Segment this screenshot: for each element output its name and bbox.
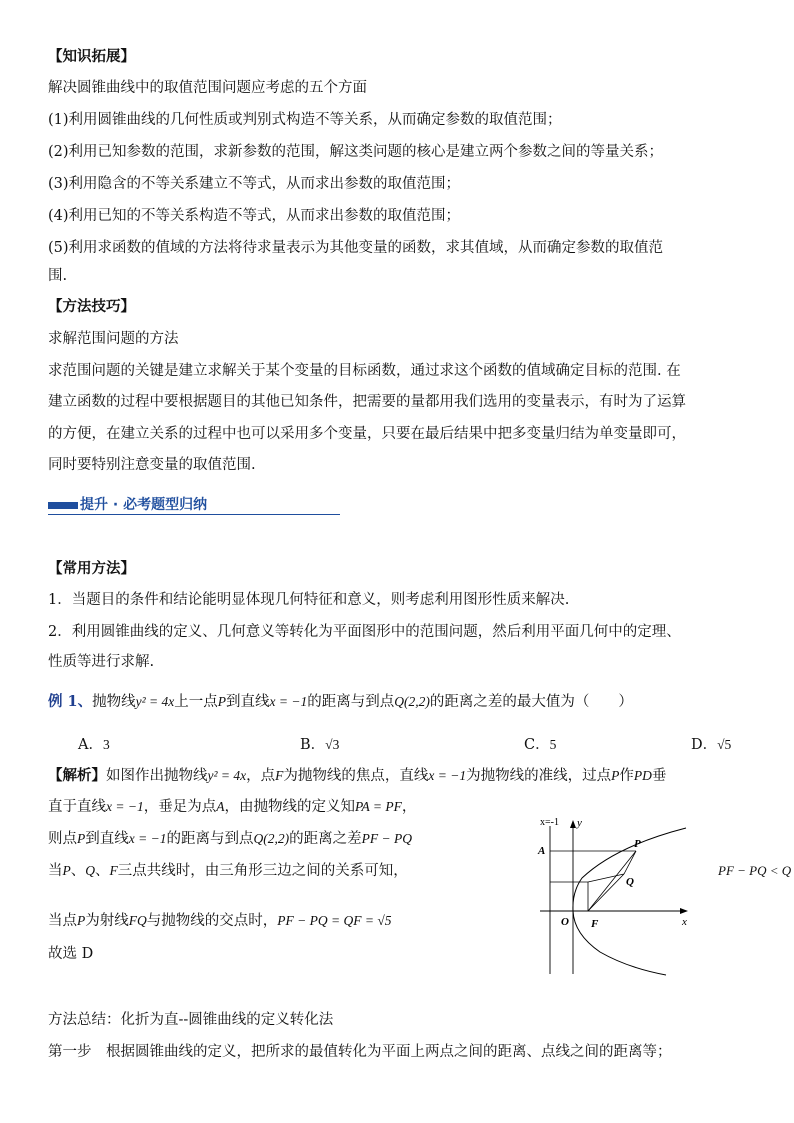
method-line-4: 同时要特别注意变量的取值范围. [48, 457, 256, 473]
s3-a: 则点 [48, 831, 77, 847]
s4-m2: Q [85, 863, 95, 878]
s3-m4: PF − PQ [361, 831, 412, 846]
s2-b: ，垂足为点 [143, 799, 217, 815]
summary-step-1: 第一步 根据圆锥曲线的定义，把所求的最值转化为平面上两点之间的距离、点线之间的距离等； [48, 1044, 672, 1060]
s2-c: ，由抛物线的定义知 [224, 799, 355, 815]
s4-d: 三点共线时，由三角形三边之间的关系可知， [117, 863, 408, 879]
solution-label: 【解析】 [48, 767, 106, 784]
knowledge-item-2: (2)利用已知参数的范围，求新参数的范围，解这类问题的核心是建立两个参数之间的等量关系； [48, 144, 664, 160]
q-point-q: Q(2,2) [394, 694, 430, 709]
s2-d: ， [401, 799, 417, 815]
s5-m2: FQ [128, 913, 147, 928]
knowledge-intro: 解决圆锥曲线中的取值范围问题应考虑的五个方面 [48, 80, 367, 96]
knowledge-item-1: (1)利用圆锥曲线的几何性质或判别式构造不等关系，从而确定参数的取值范围； [48, 112, 562, 128]
parabola-figure [528, 812, 698, 977]
s5-c: 与抛物线的交点时， [146, 913, 278, 929]
solution-line-1 [48, 766, 666, 786]
origin-label: O [561, 916, 569, 928]
solution-inequality-clipped: PF − PQ < Q [718, 863, 792, 878]
example-question [48, 692, 633, 712]
s2-m3: PA = PF [354, 799, 402, 814]
s4-m1: P [62, 863, 71, 878]
s1-m5: PD [633, 768, 652, 783]
section-banner [48, 494, 340, 516]
point-f-label: F [591, 918, 599, 930]
s3-m1: P [77, 831, 86, 846]
q-text-c: 到直线 [226, 694, 270, 710]
s1-m1: y² = 4x [207, 768, 247, 783]
option-c-value: 5 [549, 737, 557, 752]
option-d[interactable] [691, 733, 731, 754]
knowledge-item-5-cont: 围. [48, 268, 68, 284]
directrix-label: x=-1 [540, 817, 559, 828]
s3-d: 的距离之差 [289, 831, 362, 847]
method-title: 【方法技巧】 [48, 298, 135, 315]
solution-answer: 故选 D [48, 946, 94, 962]
q-line: x = −1 [269, 694, 308, 709]
x-axis-label: x [682, 916, 687, 928]
s3-m3: Q(2,2) [253, 831, 290, 846]
s3-m2: x = −1 [128, 831, 167, 846]
s1-c: 为抛物线的焦点，直线 [283, 768, 429, 784]
s5-m3: PF − PQ = QF = √5 [277, 913, 392, 928]
solution-line-2 [48, 797, 416, 817]
s2-m1: x = −1 [106, 799, 144, 814]
knowledge-title: 【知识拓展】 [48, 48, 135, 65]
common-item-2-cont: 性质等进行求解. [48, 654, 155, 670]
banner-bar [48, 502, 78, 509]
solution-line-3 [48, 829, 412, 849]
q-text-e: 的距离之差的最大值为（ ） [429, 694, 633, 710]
knowledge-item-3: (3)利用隐含的不等关系建立不等式，从而求出参数的取值范围； [48, 176, 461, 192]
option-a-letter: A． [78, 737, 103, 753]
q-text-d: 的距离与到点 [307, 694, 395, 710]
q-text-a: 抛物线 [92, 694, 136, 710]
s5-b: 为射线 [85, 913, 129, 929]
point-p-label: P [634, 838, 641, 850]
s3-c: 的距离与到点 [166, 831, 254, 847]
s1-d: 为抛物线的准线，过点 [466, 768, 612, 784]
s4-c: 、 [95, 863, 110, 879]
s3-b: 到直线 [85, 831, 129, 847]
knowledge-item-4: (4)利用已知的不等关系构造不等式，从而求出参数的取值范围； [48, 208, 461, 224]
s1-m4: P [611, 768, 620, 783]
q-parabola: y² = 4x [135, 694, 175, 709]
parabola-curve [573, 828, 686, 975]
s1-f: 垂 [651, 768, 667, 784]
q-text-b: 上一点 [174, 694, 218, 710]
option-b[interactable] [300, 733, 339, 754]
summary-title: 方法总结：化折为直--圆锥曲线的定义转化法 [48, 1012, 334, 1028]
option-d-letter: D． [691, 737, 718, 753]
option-d-value: √5 [717, 737, 732, 752]
s1-a: 如图作出抛物线 [106, 768, 208, 784]
s4-b: 、 [70, 863, 86, 879]
common-title: 【常用方法】 [48, 560, 135, 577]
option-a[interactable] [78, 733, 110, 754]
segment-q-left [588, 874, 624, 882]
s1-m3: x = −1 [428, 768, 467, 783]
method-line-1: 求范围问题的关键是建立求解关于某个变量的目标函数，通过求这个函数的值域确定目标的范围. 在 [48, 363, 681, 379]
s4-m3: F [109, 863, 118, 878]
point-q-label: Q [626, 876, 634, 888]
common-item-1: 1．当题目的条件和结论能明显体现几何特征和意义，则考虑利用图形性质来解决. [48, 592, 570, 608]
option-a-value: 3 [102, 737, 110, 752]
s4-a: 当 [48, 863, 63, 879]
knowledge-item-5: (5)利用求函数的值域的方法将待求量表示为其他变量的函数，求其值域，从而确定参数的取值范 [48, 240, 664, 256]
solution-line-5 [48, 911, 391, 931]
s5-a: 当点 [48, 913, 77, 929]
s2-a: 直于直线 [48, 799, 106, 815]
option-b-letter: B． [300, 737, 326, 753]
method-line-3: 的方便，在建立关系的过程中也可以采用多个变量，只要在最后结果中把多变量归结为单变量即可， [48, 426, 686, 442]
segment-qf [588, 874, 624, 911]
method-line-2: 建立函数的过程中要根据题目的其他已知条件，把需要的量都用我们选用的变量表示，有时为了运算 [48, 394, 686, 410]
point-a-label: A [538, 845, 546, 857]
x-axis-arrow [680, 908, 688, 914]
solution-line-4 [48, 861, 408, 881]
method-subtitle: 求解范围问题的方法 [48, 331, 179, 347]
s1-e: 作 [619, 768, 634, 784]
common-item-2: 2．利用圆锥曲线的定义、几何意义等转化为平面图形中的范围问题，然后利用平面几何中的定理、 [48, 624, 681, 640]
option-c-letter: C． [524, 737, 550, 753]
example-label: 例 1、 [48, 693, 93, 710]
y-axis-label: y [577, 817, 582, 829]
s5-m1: P [77, 913, 86, 928]
banner-rule [48, 514, 340, 515]
s2-m2: A [216, 799, 225, 814]
segment-pq [624, 851, 636, 874]
banner-text: 提升 · 必考题型归纳 [80, 497, 208, 513]
q-point-p: P [217, 694, 227, 709]
option-b-value: √3 [325, 737, 340, 752]
s1-m2: F [275, 768, 284, 783]
y-axis-arrow [570, 820, 576, 828]
option-c[interactable] [524, 733, 556, 754]
s1-b: ，点 [246, 768, 276, 784]
